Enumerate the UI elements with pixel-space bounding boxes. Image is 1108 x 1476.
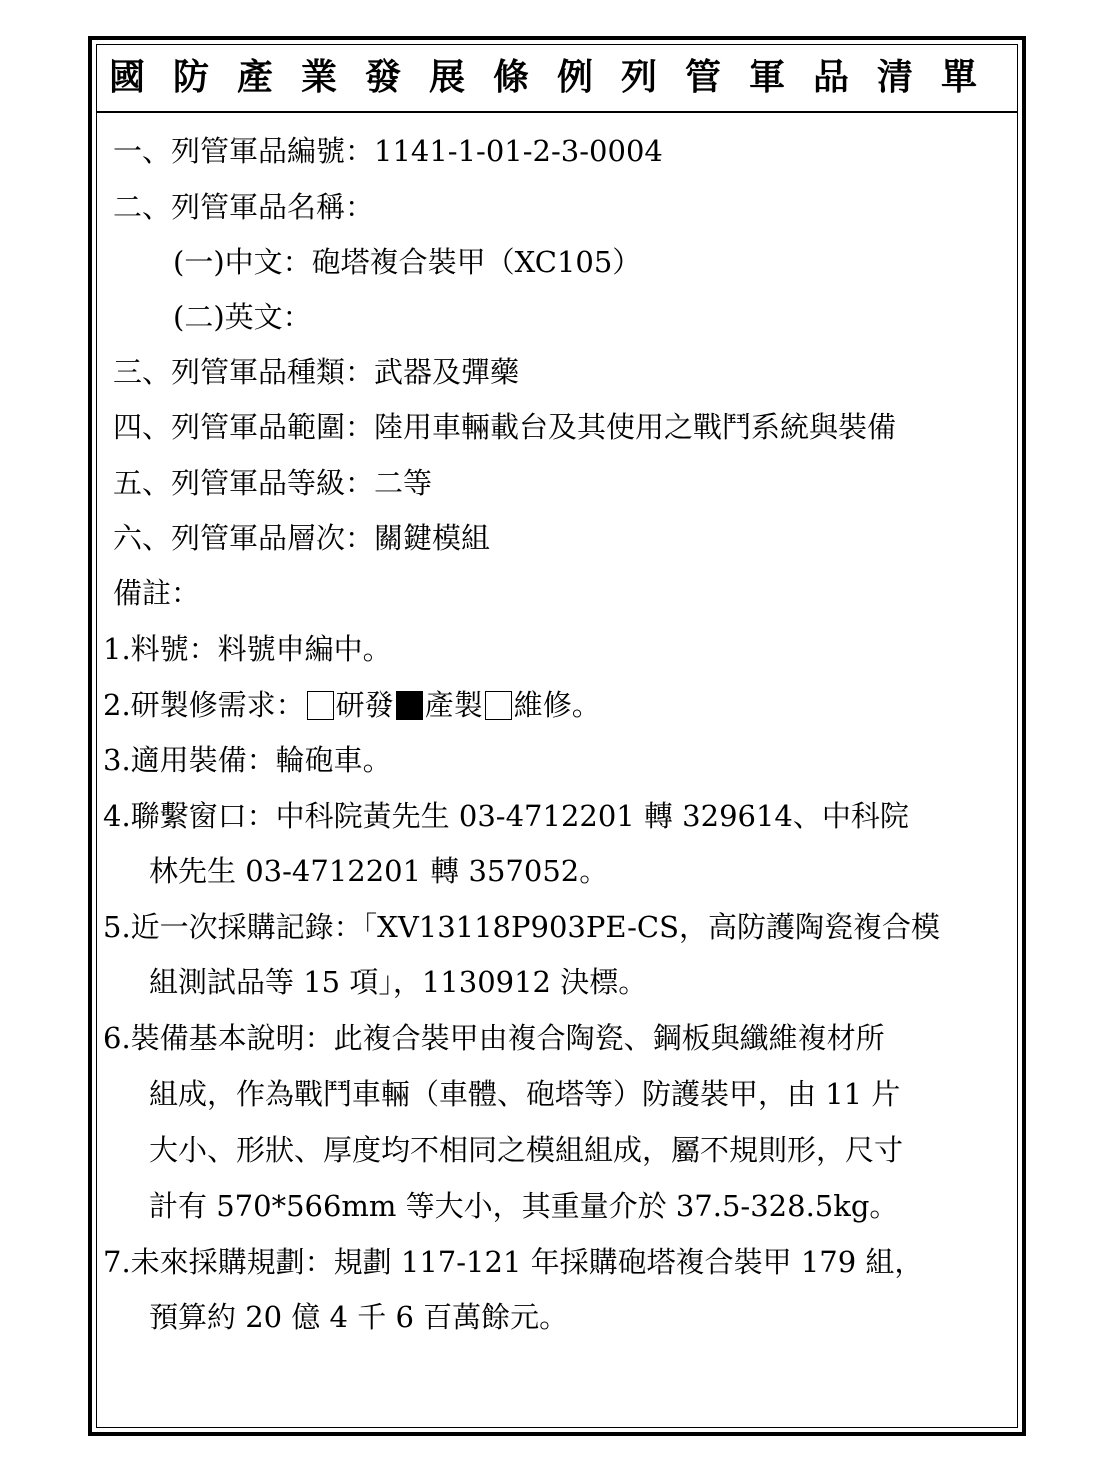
note-plan-line-1: 7.未來採購規劃：規劃 117-121 年採購砲塔複合裝甲 179 組， (103, 1245, 924, 1279)
item-name-english: (二)英文： (173, 300, 312, 334)
note-procurement-line-1: 5.近一次採購記錄：「XV13118P903PE-CS，高防護陶瓷複合模 (103, 910, 940, 944)
item-level: 六、列管軍品層次：關鍵模組 (113, 521, 491, 555)
note-part-number: 1.料號：料號申編中。 (103, 632, 392, 666)
item-scope: 四、列管軍品範圍：陸用車輛載台及其使用之戰鬥系統與裝備 (113, 410, 897, 444)
item-name-chinese: (一)中文：砲塔複合裝甲（XC105） (173, 245, 642, 279)
item-category: 三、列管軍品種類：武器及彈藥 (113, 355, 520, 389)
note-contact-line-2: 林先生 03-4712201 轉 357052。 (149, 854, 609, 888)
note-requirement-end: 。 (571, 688, 601, 722)
checkbox-maintenance (485, 691, 512, 720)
note-requirement-label: 2.研製修需求： (103, 688, 305, 722)
note-contact-line-1: 4.聯繫窗口：中科院黃先生 03-4712201 轉 329614、中科院 (103, 799, 909, 833)
remarks-heading: 備註： (113, 576, 201, 610)
note-description-line-2: 組成，作為戰鬥車輛（車體、砲塔等）防護裝甲，由 11 片 (149, 1077, 901, 1111)
note-description-line-3: 大小、形狀、厚度均不相同之模組組成，屬不規則形，尺寸 (149, 1133, 904, 1167)
document-title: 國防產業發展條例列管軍品清單 (109, 57, 1006, 98)
document-inner-frame (96, 44, 1018, 1428)
note-procurement-line-2: 組測試品等 15 項」，1130912 決標。 (149, 965, 648, 999)
option-maintenance-label: 維修 (513, 688, 572, 722)
checkbox-research (307, 691, 334, 720)
note-plan-line-2: 預算約 20 億 4 千 6 百萬餘元。 (149, 1300, 569, 1334)
item-grade: 五、列管軍品等級：二等 (113, 466, 433, 500)
note-requirement (103, 685, 601, 725)
checkbox-production (396, 691, 423, 720)
note-description-line-1: 6.裝備基本說明：此複合裝甲由複合陶瓷、鋼板與纖維複材所 (103, 1021, 885, 1055)
item-name: 二、列管軍品名稱： (113, 190, 375, 224)
option-production-label: 產製 (424, 688, 483, 722)
option-research-label: 研發 (335, 688, 394, 722)
note-equipment: 3.適用裝備：輪砲車。 (103, 743, 392, 777)
title-divider (97, 111, 1017, 113)
item-number: 一、列管軍品編號：1141-1-01-2-3-0004 (113, 134, 663, 168)
document-frame (88, 36, 1026, 1436)
note-description-line-4: 計有 570*566mm 等大小，其重量介於 37.5-328.5kg。 (149, 1189, 899, 1223)
